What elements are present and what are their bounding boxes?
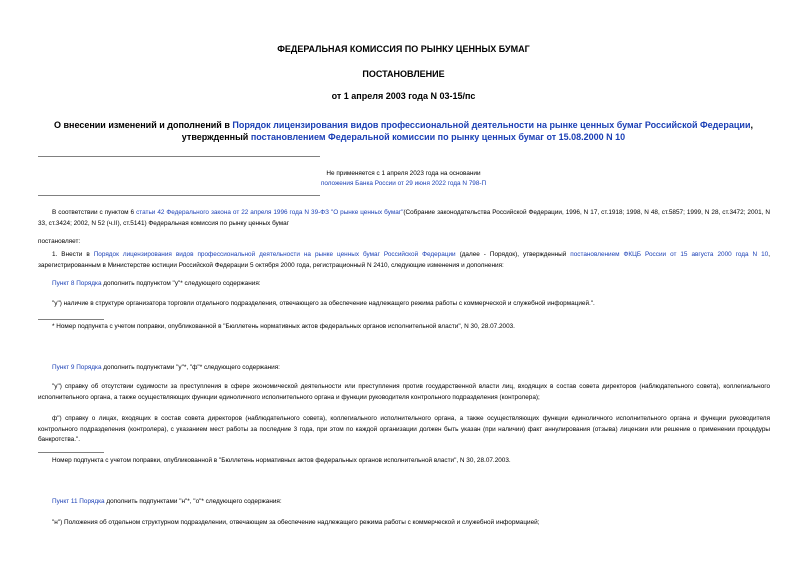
p1-text-a: В соответствии с пунктом 6 — [52, 209, 137, 216]
paragraph-subpoint-n: "н") Положения об отдельном структурном подразделении, отвечающем за обеспечение надлежащего режима работы с коммерческой и служебной информацией; — [52, 519, 540, 526]
paragraph-item-1 — [38, 250, 770, 271]
paragraph-preamble — [38, 208, 770, 229]
agency-name: ФЕДЕРАЛЬНАЯ КОМИССИЯ ПО РЫНКУ ЦЕННЫХ БУМАГ — [277, 44, 530, 54]
law-link[interactable]: статьи 42 Федерального закона от 22 апреля 1996 года N 39-ФЗ "О рынке ценных бумаг" — [136, 209, 404, 216]
point-8-link[interactable]: Пункт 8 Порядка — [52, 280, 102, 287]
footnote-rule-2 — [38, 452, 104, 453]
divider-top — [38, 156, 320, 157]
footnote-1: * Номер подпункта с учетом поправки, опубликованной в "Бюллетень нормативных актов федеральных органов исполнительной власти", N 30, 28.07.2003. — [52, 323, 515, 330]
title-mid: , утвержденный — [181, 120, 754, 142]
notice-link[interactable]: положения Банка России от 29 июня 2022 года N 798-П — [320, 180, 487, 187]
footnote-rule-1 — [38, 319, 104, 320]
paragraph-point-11 — [38, 497, 770, 508]
p3-text-a: 1. Внести в — [52, 251, 94, 258]
p1-text-b: (Собрание законодательства Российской Федерации, 1996, N 17, ст.1918; 1998, N 48, ст.5857; 1999, N 28, ст.3472; 2001, N 33, ст.3424; 2002, N 52 (ч.II), ст.5141) Федеральная комиссия по рынку ценных бумаг — [38, 209, 770, 227]
document-type: ПОСТАНОВЛЕНИЕ — [362, 69, 445, 79]
paragraph-point-8 — [38, 279, 770, 290]
p4-text: дополнить подпунктом "у"* следующего содержания: — [101, 280, 261, 287]
p3-text-c: , зарегистрированным в Министерстве юстиции Российской Федерации 5 октября 2000 года, регистрационный N 2410, следующие изменения и дополнения: — [38, 251, 770, 269]
p3-text-b: (далее - Порядок), утвержденный — [455, 251, 571, 258]
p6-text: дополнить подпунктами "у"*, "ф"* следующего содержания: — [101, 364, 280, 371]
paragraph-subpoint-u: "у") наличие в структуре организатора торговли отдельного подразделения, отвечающего за обеспечение надлежащего режима работы с коммерческой и служебной информацией.". — [52, 300, 595, 307]
notice-text: Не применяется с 1 апреля 2023 года на основании — [326, 170, 481, 177]
status-notice — [0, 169, 807, 189]
paragraph-subpoint-u2: "у") справку об отсутствии судимости за преступления в сфере экономической деятельности или преступления против государственной власти лиц, входящих в состав совета директоров (наблюдательного совета), коллегиального исполнительного органа, а также осуществляющих функции единоличного исполнительного органа и функции руководителя контрольного подразделения (контролера); — [38, 383, 770, 401]
point-9-link[interactable]: Пункт 9 Порядка — [52, 364, 102, 371]
divider-notice — [38, 195, 320, 196]
point-11-link[interactable]: Пункт 11 Порядка — [52, 498, 105, 505]
document-date-number: от 1 апреля 2003 года N 03-15/пс — [331, 91, 476, 101]
title-link-order[interactable]: Порядок лицензирования видов профессиональной деятельности на рынке ценных бумаг Российской Федерации — [232, 120, 751, 130]
title-prefix: О внесении изменений и дополнений в — [53, 120, 233, 130]
footnote-2: Номер подпункта с учетом поправки, опубликованной в "Бюллетень нормативных актов федеральных органов исполнительной власти", N 30, 28.07.2003. — [52, 457, 511, 464]
document-title — [30, 119, 777, 143]
title-link-resolution[interactable]: постановлением Федеральной комиссии по рынку ценных бумаг от 15.08.2000 N 10 — [250, 132, 626, 142]
fkcb-resolution-link[interactable]: постановлением ФКЦБ России от 15 августа 2000 года N 10 — [570, 251, 769, 258]
paragraph-point-9 — [38, 363, 770, 374]
paragraph-subpoint-f: ф") справку о лицах, входящих в состав совета директоров (наблюдательного совета), коллегиального исполнительного органа, а также осуществляющих функции единоличного исполнительного органа и функции руководителя контрольного подразделения (контролера), с указанием мест работы за последние 3 года, при этом по каждой организации должен быть указан (при наличии) факт аннулирования (отзыва) лицензии или решение о применении процедуры банкротства.". — [38, 415, 770, 443]
p9-text: дополнить подпунктами "н"*, "о"* следующего содержания: — [104, 498, 282, 505]
paragraph-resolves: постановляет: — [38, 238, 81, 245]
order-link[interactable]: Порядок лицензирования видов профессиональной деятельности на рынке ценных бумаг Российской Федерации — [93, 251, 456, 258]
